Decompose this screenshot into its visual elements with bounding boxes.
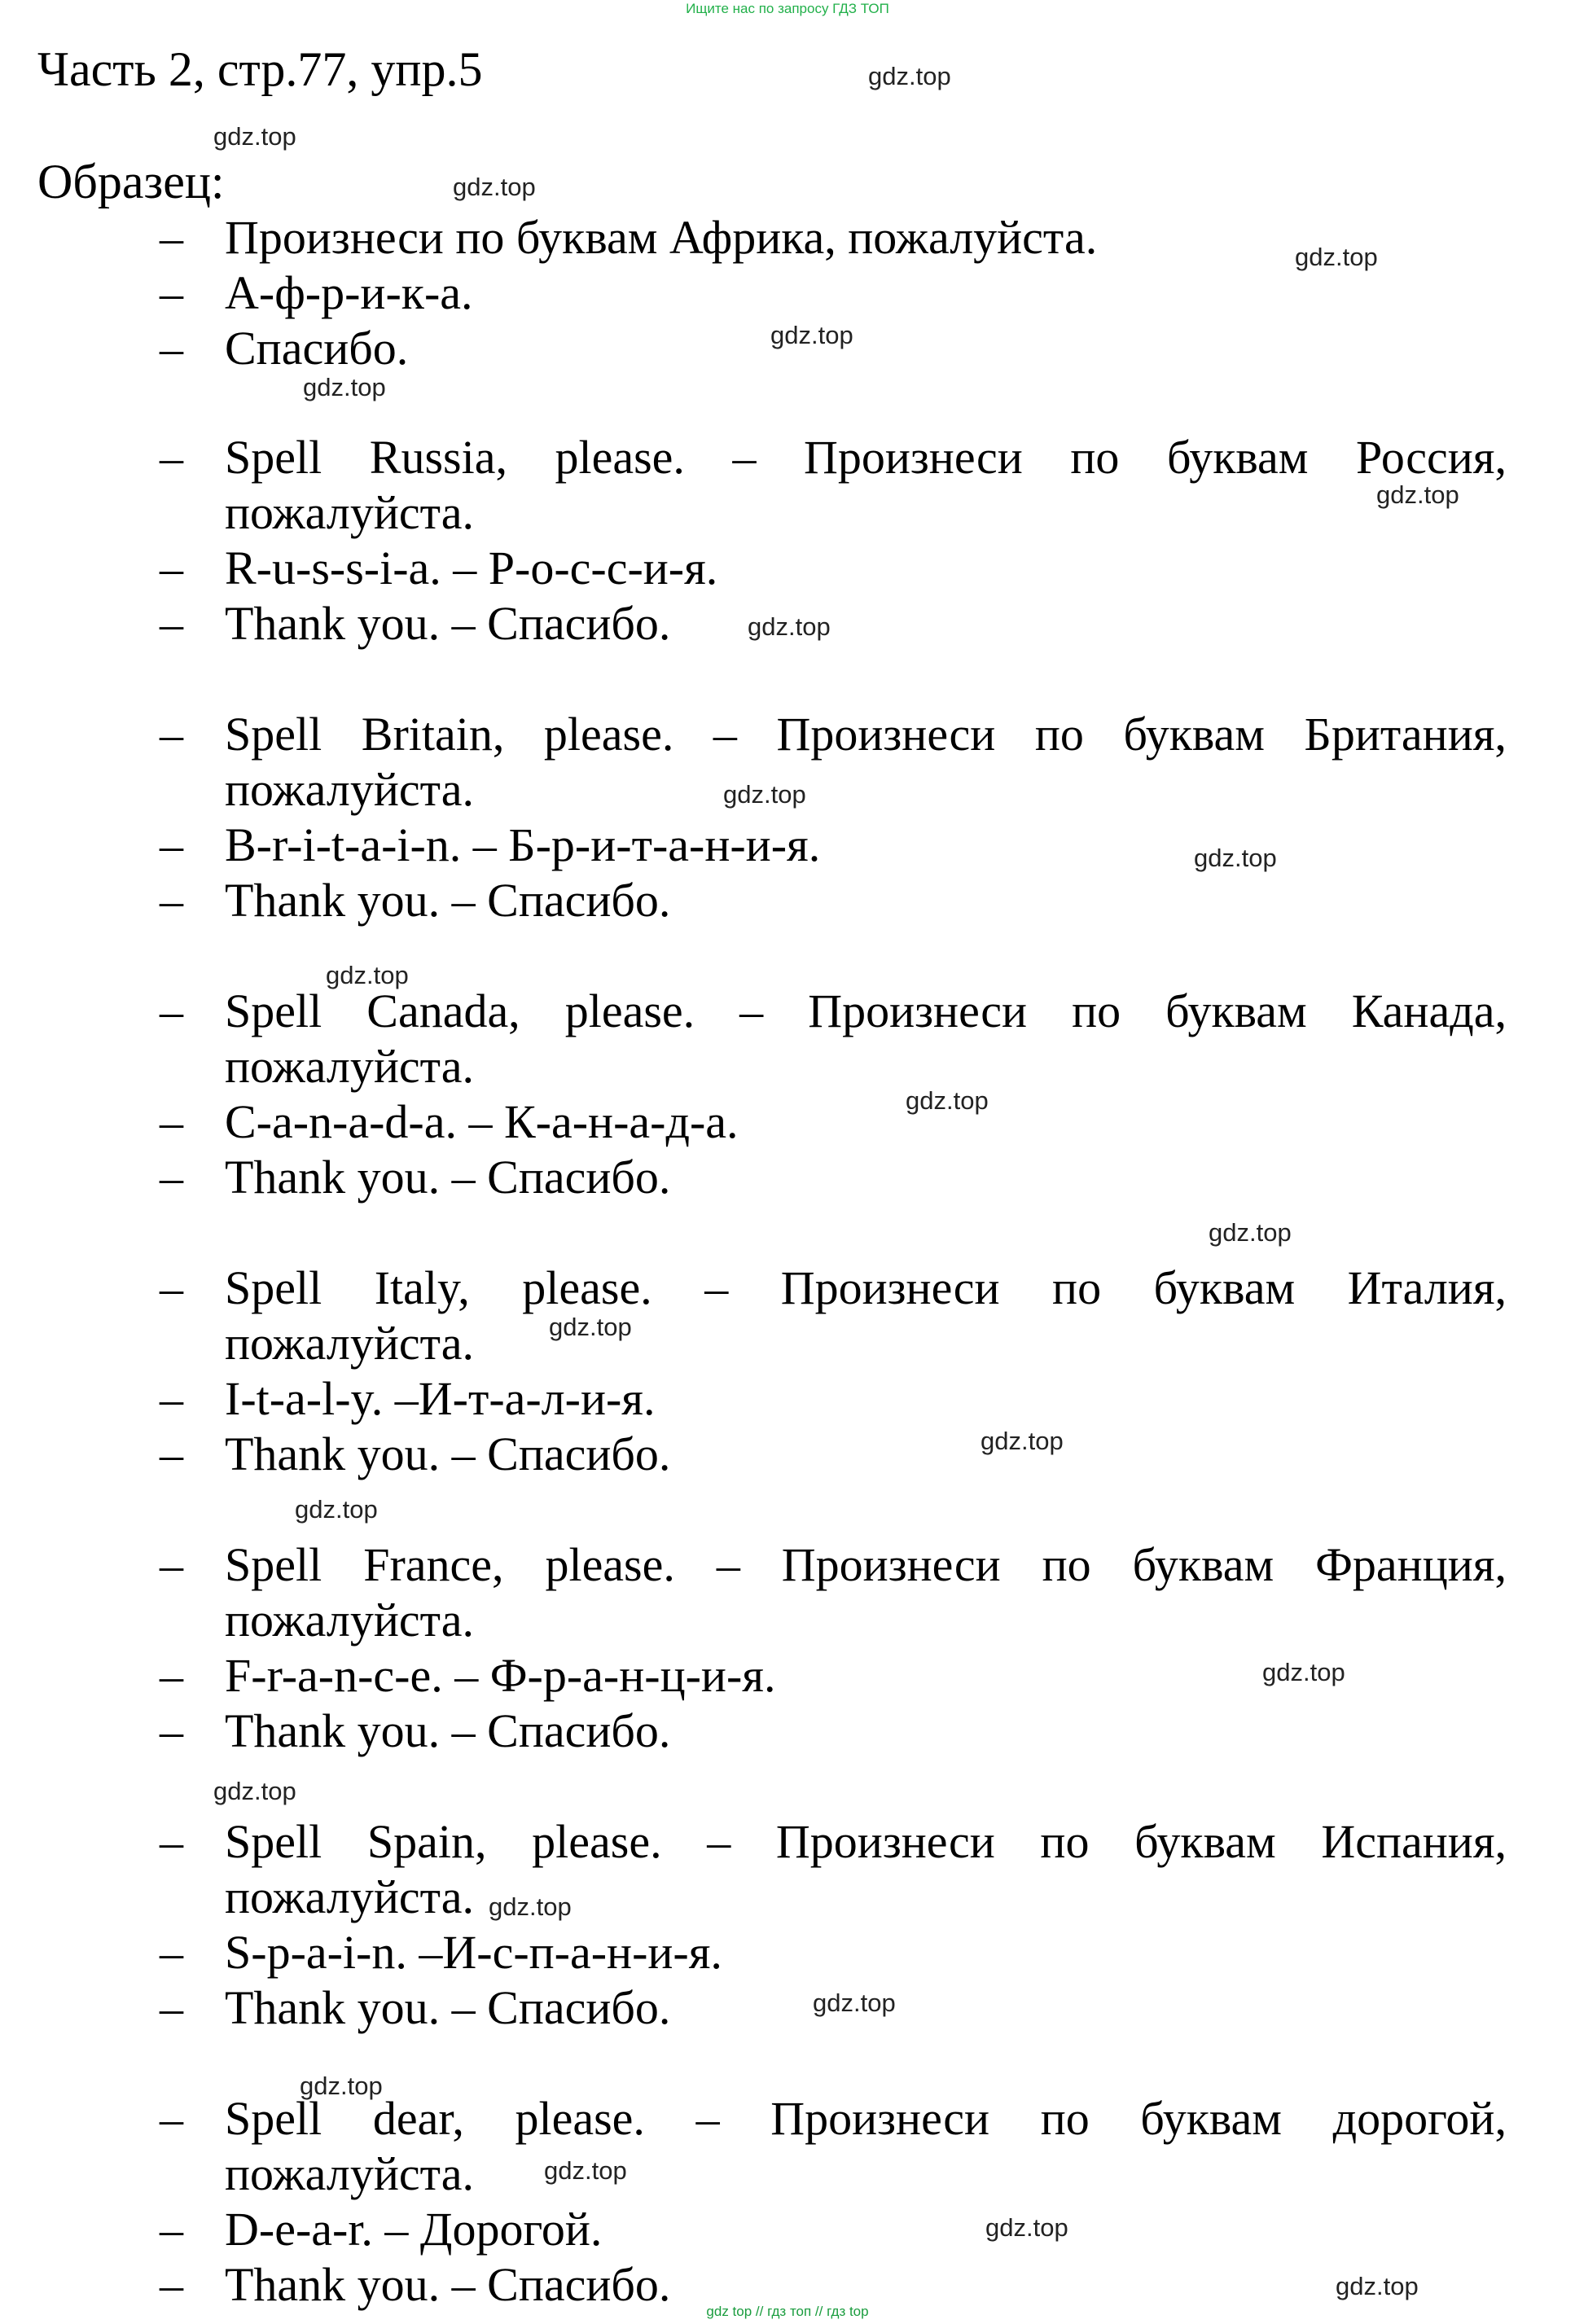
dialogue-spelled [160,1925,1507,1980]
dialogue-request [160,984,1507,1039]
word: дорогой, [1332,2092,1507,2145]
dash: – [160,542,183,594]
word: – [707,1815,731,1868]
word: Spell [225,708,322,761]
sample-label: Образец: [37,155,225,208]
dash: – [160,1151,183,1204]
dash: – [160,1649,183,1702]
word: Произнеси [808,984,1028,1037]
word: – [739,984,764,1037]
thanks-text: Thank you. – Спасибо. [225,1427,671,1480]
dash: – [160,1815,183,1868]
dash: – [160,1427,183,1480]
watermark-text: gdz.top [453,173,536,201]
dialogue-spelled [160,1094,1507,1150]
watermark-text: gdz.top [300,2072,383,2100]
word: по [1042,1538,1091,1591]
thanks-text: Thank you. – Спасибо. [225,1981,671,2034]
word: please. [564,984,695,1037]
watermark-text: gdz.top [213,1777,296,1805]
word: please. [543,708,674,761]
dialogue-spelled [160,818,1507,873]
watermark-text: gdz.top [1295,243,1378,271]
request-text [225,1261,1507,1316]
word: please. [545,1538,675,1591]
word: – [713,708,737,761]
watermark-text: gdz.top [1262,1658,1345,1686]
word: Произнеси [770,2092,990,2145]
dialogue-thanks [160,1704,1507,1759]
word: буквам [1123,708,1265,761]
thanks-text: Thank you. – Спасибо. [225,874,671,927]
dash: – [160,1095,183,1148]
word: Italy, [374,1261,470,1314]
word: Россия, [1356,431,1507,484]
dash: – [160,1372,183,1425]
spelled-text: D-e-a-r. – Дорогой. [225,2203,603,2256]
dialogue-request [160,707,1507,762]
dash: – [160,266,183,319]
word: Spell [225,984,322,1037]
sample-line [160,265,1507,321]
dialogue-request-continuation [160,1039,1507,1094]
word: по [1072,984,1121,1037]
word: Испания, [1321,1815,1507,1868]
watermark-text: gdz.top [1194,844,1277,872]
line-text: А-ф-р-и-к-а. [225,266,473,319]
continuation-text: пожалуйста. [225,486,474,539]
dialogue-request [160,430,1507,485]
word: Франция, [1315,1538,1507,1591]
dash: – [160,431,183,484]
watermark-text: gdz.top [295,1495,378,1524]
line-text: Произнеси по буквам Африка, пожалуйста. [225,211,1098,264]
dash: – [160,818,183,871]
dash: – [160,874,183,927]
word: – [704,1261,729,1314]
watermark-text: gdz.top [549,1313,632,1341]
dash: – [160,597,183,650]
request-text [225,2091,1507,2146]
word: – [732,431,757,484]
spelled-text: R-u-s-s-i-a. – Р-о-с-с-и-я. [225,542,718,594]
word: Произнеси [776,708,996,761]
line-text: Спасибо. [225,322,409,375]
dialogue-request [160,1261,1507,1316]
word: буквам [1165,984,1307,1037]
word: France, [363,1538,504,1591]
continuation-text: пожалуйста. [225,1040,474,1093]
watermark-text: gdz.top [985,2213,1068,2242]
word: Произнеси [775,1815,995,1868]
spelled-text: C-a-n-a-d-a. – К-а-н-а-д-а. [225,1095,739,1148]
word: Russia, [369,431,507,484]
request-text [225,430,1507,485]
dash: – [160,1926,183,1979]
word: буквам [1140,2092,1282,2145]
watermark-text: gdz.top [906,1086,989,1115]
top-banner: Ищите нас по запросу ГДЗ ТОП [686,1,889,16]
watermark-text: gdz.top [868,62,951,90]
continuation-text: пожалуйста. [225,1317,474,1370]
word: Произнеси [781,1538,1001,1591]
word: Италия, [1347,1261,1507,1314]
word: по [1040,2092,1090,2145]
watermark-text: gdz.top [981,1427,1064,1455]
continuation-text: пожалуйста. [225,2147,474,2200]
watermark-text: gdz.top [770,321,853,349]
word: – [716,1538,740,1591]
request-text [225,984,1507,1039]
word: Spell [225,1261,322,1314]
spelled-text: F-r-a-n-c-e. – Ф-р-а-н-ц-и-я. [225,1649,776,1702]
word: по [1034,708,1084,761]
thanks-text: Thank you. – Спасибо. [225,1151,671,1204]
watermark-text: gdz.top [723,780,806,809]
continuation-text: пожалуйста. [225,1870,474,1923]
word: буквам [1132,1538,1274,1591]
thanks-text: Thank you. – Спасибо. [225,2258,671,2311]
word: please. [532,1815,662,1868]
word: Spain, [366,1815,487,1868]
dialogue-request-continuation [160,1593,1507,1648]
word: Произнеси [780,1261,1000,1314]
dash: – [160,2203,183,2256]
watermark-text: gdz.top [813,1989,896,2017]
dialogue-request [160,1537,1507,1593]
word: Канада, [1351,984,1507,1037]
watermark-text: gdz.top [1209,1218,1292,1247]
word: Spell [225,431,322,484]
dash: – [160,2092,183,2145]
dialogue-request-continuation [160,762,1507,818]
thanks-text: Thank you. – Спасибо. [225,597,671,650]
dialogue-request-continuation [160,485,1507,541]
word: please. [555,431,685,484]
word: буквам [1134,1815,1276,1868]
dash: – [160,1538,183,1591]
watermark-text: gdz.top [326,961,409,989]
word: Britain, [361,708,505,761]
word: Canada, [366,984,520,1037]
word: Произнеси [803,431,1023,484]
watermark-text: gdz.top [489,1892,572,1921]
word: – [695,2092,720,2145]
dash: – [160,211,183,264]
dialogue-thanks [160,1150,1507,1205]
word: Spell [225,1538,322,1591]
dialogue-thanks [160,1427,1507,1482]
word: по [1040,1815,1090,1868]
word: по [1052,1261,1102,1314]
dialogue-thanks [160,873,1507,928]
dialogue-request [160,1814,1507,1870]
request-text [225,1537,1507,1593]
dash: – [160,322,183,375]
watermark-text: gdz.top [213,122,296,151]
dash: – [160,708,183,761]
dialogue-spelled [160,541,1507,596]
dialogue-request-continuation [160,2146,1507,2202]
watermark-text: gdz.top [544,2156,627,2185]
continuation-text: пожалуйста. [225,1594,474,1647]
watermark-text: gdz.top [1336,2272,1419,2300]
dash: – [160,1981,183,2034]
word: Spell [225,2092,322,2145]
dash: – [160,2258,183,2311]
spelled-text: I-t-a-l-y. –И-т-а-л-и-я. [225,1372,656,1425]
watermark-text: gdz.top [1376,480,1459,509]
dash: – [160,1704,183,1757]
word: dear, [372,2092,464,2145]
page-title: Часть 2, стр.77, упр.5 [37,42,483,96]
word: по [1070,431,1120,484]
spelled-text: S-p-a-i-n. –И-с-п-а-н-и-я. [225,1926,722,1979]
word: please. [522,1261,652,1314]
word: буквам [1166,431,1309,484]
word: буквам [1153,1261,1296,1314]
watermark-text: gdz.top [748,612,831,641]
continuation-text: пожалуйста. [225,763,474,816]
footer: gdz top // гдз топ // гдз top [706,2304,869,2319]
dialogue-request-continuation [160,1870,1507,1925]
dialogue-spelled [160,1371,1507,1427]
watermark-text: gdz.top [303,373,386,401]
request-text [225,707,1507,762]
request-text [225,1814,1507,1870]
thanks-text: Thank you. – Спасибо. [225,1704,671,1757]
word: Британия, [1304,708,1507,761]
spelled-text: B-r-i-t-a-i-n. – Б-р-и-т-а-н-и-я. [225,818,821,871]
word: Spell [225,1815,322,1868]
dialogue-spelled [160,2202,1507,2257]
dash: – [160,984,183,1037]
dialogue-thanks [160,596,1507,651]
word: please. [515,2092,645,2145]
dialogue-request-continuation [160,1316,1507,1371]
dash: – [160,1261,183,1314]
